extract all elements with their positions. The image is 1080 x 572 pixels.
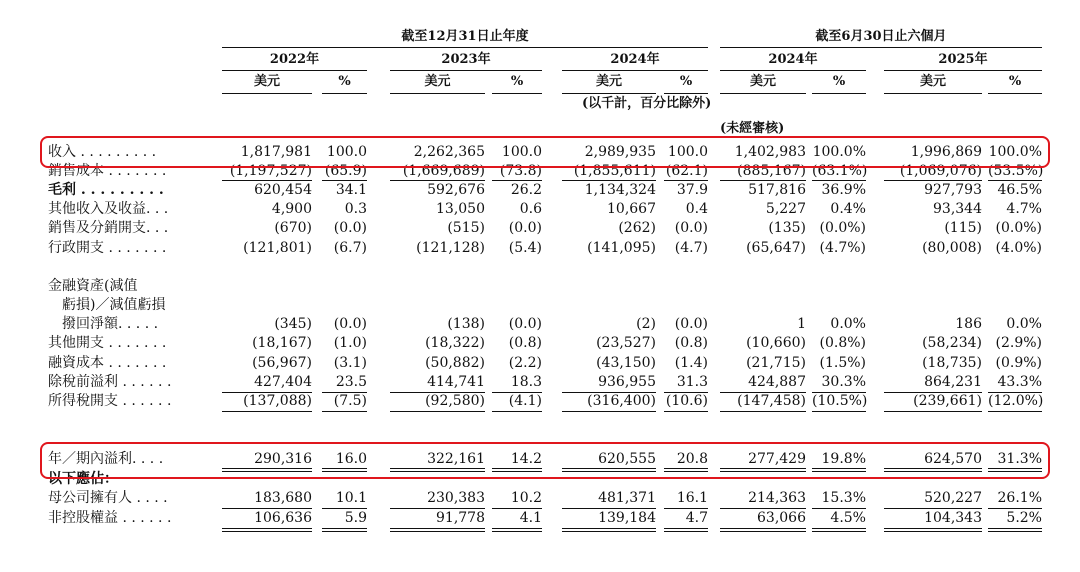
period-2024: 2024年: [610, 52, 660, 67]
table-cell: 1,134,324: [584, 182, 656, 198]
table-cell: 4.5%: [830, 510, 866, 526]
table-cell: 10,667: [607, 201, 656, 217]
table-cell: (3.1): [333, 355, 367, 371]
period-2025-h1: 2025年: [938, 52, 988, 67]
table-cell: (12.0%): [988, 393, 1044, 409]
table-cell: 31.3%: [997, 451, 1042, 467]
table-cell: 10.1: [335, 490, 367, 506]
table-cell: (121,801): [243, 240, 312, 256]
percent-column-header: %: [1008, 74, 1022, 89]
table-cell: (0.0): [333, 220, 367, 236]
table-cell: (7.5): [333, 393, 367, 409]
table-cell: 290,316: [254, 451, 312, 467]
table-cell: 100.0%: [988, 144, 1042, 160]
row-label: 其他收入及收益. . .: [48, 201, 169, 217]
table-cell: (5.4): [508, 240, 542, 256]
table-cell: 4.7: [685, 510, 708, 526]
table-cell: 93,344: [933, 201, 982, 217]
half-group-header: 截至6月30日止六個月: [815, 29, 947, 44]
row-label: 行政開支 . . . . . . .: [48, 240, 167, 256]
table-cell: (0.0): [508, 316, 542, 332]
row-label: 年／期內溢利. . . .: [48, 451, 164, 467]
table-cell: (1.5%): [819, 355, 866, 371]
table-cell: 864,231: [924, 374, 982, 390]
table-cell: 183,680: [254, 490, 312, 506]
table-cell: 0.3: [344, 201, 367, 217]
table-cell: 4.7%: [1006, 201, 1042, 217]
table-cell: 0.0%: [830, 316, 866, 332]
table-cell: (1.4): [674, 355, 708, 371]
table-cell: (1,197,527): [229, 163, 312, 179]
table-cell: 2,262,365: [413, 144, 485, 160]
table-cell: (345): [274, 316, 312, 332]
table-cell: 517,816: [748, 182, 806, 198]
row-label: 銷售及分銷開支. . .: [48, 220, 169, 236]
table-cell: (147,458): [737, 393, 806, 409]
row-label: 毛利 . . . . . . . . .: [48, 182, 164, 198]
period-2024-h1: 2024年: [768, 52, 818, 67]
table-cell: (121,128): [416, 240, 485, 256]
table-cell: (63.1%): [812, 163, 868, 179]
table-cell: 34.1: [335, 182, 367, 198]
table-cell: 16.0: [335, 451, 367, 467]
table-cell: 414,741: [427, 374, 485, 390]
percent-column-header: %: [832, 74, 846, 89]
period-2022: 2022年: [269, 52, 320, 67]
table-cell: 520,227: [924, 490, 982, 506]
table-cell: 624,570: [924, 451, 982, 467]
row-label: 撥回淨額. . . . .: [48, 316, 159, 332]
table-cell: 1,402,983: [734, 144, 806, 160]
period-2023: 2023年: [441, 52, 491, 67]
table-cell: 186: [955, 316, 982, 332]
table-cell: 43.3%: [997, 374, 1042, 390]
table-cell: 0.0%: [1006, 316, 1042, 332]
table-cell: (0.8%): [819, 335, 866, 351]
table-cell: 19.8%: [821, 451, 866, 467]
table-cell: 2,989,935: [584, 144, 656, 160]
table-cell: (80,008): [922, 240, 982, 256]
table-cell: (670): [274, 220, 312, 236]
table-cell: 46.5%: [997, 182, 1042, 198]
table-cell: (18,322): [425, 335, 485, 351]
table-cell: 26.2: [510, 182, 542, 198]
table-cell: (1,855,611): [573, 163, 656, 179]
table-cell: 277,429: [748, 451, 806, 467]
table-cell: (0.0%): [995, 220, 1042, 236]
table-cell: (262): [618, 220, 656, 236]
table-cell: (92,580): [425, 393, 485, 409]
table-cell: (50,882): [425, 355, 485, 371]
table-cell: (0.8): [508, 335, 542, 351]
table-cell: 104,343: [924, 510, 982, 526]
table-cell: (23,527): [596, 335, 656, 351]
table-cell: 5.2%: [1006, 510, 1042, 526]
table-cell: (0.0): [674, 316, 708, 332]
table-cell: 100.0: [501, 144, 542, 160]
usd-column-header: 美元: [424, 74, 451, 89]
table-cell: (43,150): [596, 355, 656, 371]
table-cell: (135): [768, 220, 806, 236]
table-cell: 15.3%: [821, 490, 866, 506]
percent-column-header: %: [679, 74, 693, 89]
table-cell: 936,955: [598, 374, 656, 390]
usd-column-header: 美元: [595, 74, 622, 89]
table-cell: 620,555: [598, 451, 656, 467]
row-label: 所得稅開支 . . . . . .: [48, 393, 172, 409]
table-cell: 106,636: [254, 510, 312, 526]
table-cell: (2): [636, 316, 656, 332]
row-label: 虧損)／減值虧損: [48, 297, 166, 313]
table-cell: 36.9%: [821, 182, 866, 198]
table-cell: (138): [447, 316, 485, 332]
table-cell: (10.5%): [812, 393, 868, 409]
table-cell: (316,400): [587, 393, 656, 409]
table-cell: (239,661): [913, 393, 982, 409]
table-cell: 26.1%: [997, 490, 1042, 506]
table-cell: 230,383: [427, 490, 485, 506]
table-cell: 1,996,869: [910, 144, 982, 160]
table-cell: 0.6: [519, 201, 542, 217]
table-cell: (4.7): [674, 240, 708, 256]
table-cell: 592,676: [427, 182, 485, 198]
table-cell: (53.5%): [988, 163, 1044, 179]
profit-highlight: [40, 442, 1050, 479]
table-cell: (10,660): [746, 335, 806, 351]
table-cell: (0.9%): [995, 355, 1042, 371]
table-cell: (0.0): [674, 220, 708, 236]
table-cell: 18.3: [510, 374, 542, 390]
table-cell: 4.1: [519, 510, 542, 526]
row-label: 金融資產(減值: [48, 278, 138, 294]
table-cell: (10.6): [665, 393, 708, 409]
revenue-highlight: [40, 136, 1050, 168]
table-cell: (6.7): [333, 240, 367, 256]
year-group-header: 截至12月31日止年度: [401, 29, 529, 44]
table-cell: 481,371: [598, 490, 656, 506]
row-label: 融資成本 . . . . . . .: [48, 355, 167, 371]
table-cell: (141,095): [587, 240, 656, 256]
table-cell: 16.1: [676, 490, 708, 506]
table-cell: (73.8): [499, 163, 542, 179]
table-cell: (885,167): [737, 163, 806, 179]
table-cell: 0.4: [685, 201, 708, 217]
table-cell: (515): [447, 220, 485, 236]
table-cell: 63,066: [757, 510, 806, 526]
table-cell: 31.3: [676, 374, 708, 390]
table-cell: (65.9): [324, 163, 367, 179]
table-cell: (0.0%): [819, 220, 866, 236]
table-cell: (62.1): [665, 163, 708, 179]
table-cell: 1,817,981: [240, 144, 312, 160]
row-label: 其他開支 . . . . . . .: [48, 335, 167, 351]
table-cell: (0.0): [508, 220, 542, 236]
row-label: 收入 . . . . . . . . .: [48, 144, 157, 160]
row-label: 除稅前溢利 . . . . . .: [48, 374, 172, 390]
table-cell: 37.9: [676, 182, 708, 198]
table-cell: (56,967): [252, 355, 312, 371]
table-cell: (65,647): [746, 240, 806, 256]
table-cell: (2.9%): [995, 335, 1042, 351]
table-cell: (1,669,689): [402, 163, 485, 179]
table-cell: 23.5: [335, 374, 367, 390]
table-cell: (0.0): [333, 316, 367, 332]
table-cell: (18,735): [922, 355, 982, 371]
table-cell: (21,715): [746, 355, 806, 371]
table-cell: 100.0%: [812, 144, 866, 160]
table-cell: 927,793: [924, 182, 982, 198]
table-cell: 91,778: [436, 510, 485, 526]
table-cell: 620,454: [254, 182, 312, 198]
unit-note: (以千計，百分比除外): [582, 96, 712, 111]
table-cell: 100.0: [667, 144, 708, 160]
table-cell: (1,069,076): [899, 163, 982, 179]
usd-column-header: 美元: [253, 74, 280, 89]
table-cell: 30.3%: [821, 374, 866, 390]
percent-column-header: %: [338, 74, 351, 89]
table-cell: (4.1): [508, 393, 542, 409]
unaudited-note: (未經審核): [720, 121, 785, 136]
table-cell: 10.2: [510, 490, 542, 506]
usd-column-header: 美元: [749, 74, 776, 89]
table-cell: (58,234): [922, 335, 982, 351]
table-cell: (2.2): [508, 355, 542, 371]
table-cell: 5,227: [765, 201, 806, 217]
row-label: 非控股權益 . . . . . .: [48, 510, 172, 526]
table-cell: 13,050: [436, 201, 485, 217]
table-cell: 20.8: [676, 451, 708, 467]
table-cell: 424,887: [748, 374, 806, 390]
table-cell: (4.7%): [819, 240, 866, 256]
table-cell: (18,167): [252, 335, 312, 351]
table-cell: 1: [797, 316, 806, 332]
table-cell: (1.0): [333, 335, 367, 351]
table-cell: (0.8): [674, 335, 708, 351]
table-cell: 100.0: [326, 144, 367, 160]
percent-column-header: %: [510, 74, 524, 89]
table-cell: 214,363: [748, 490, 806, 506]
usd-column-header: 美元: [919, 74, 946, 89]
row-label: 以下應佔：: [48, 471, 118, 487]
table-cell: 14.2: [510, 451, 542, 467]
table-cell: (4.0%): [995, 240, 1042, 256]
table-cell: 5.9: [344, 510, 367, 526]
row-label: 銷售成本 . . . . . . .: [48, 163, 167, 179]
table-cell: 322,161: [427, 451, 485, 467]
table-cell: (137,088): [243, 393, 312, 409]
table-cell: 427,404: [254, 374, 312, 390]
table-cell: (115): [944, 220, 982, 236]
row-label: 母公司擁有人 . . . .: [48, 490, 168, 506]
table-cell: 0.4%: [830, 201, 866, 217]
table-cell: 139,184: [598, 510, 656, 526]
table-cell: 4,900: [271, 201, 312, 217]
